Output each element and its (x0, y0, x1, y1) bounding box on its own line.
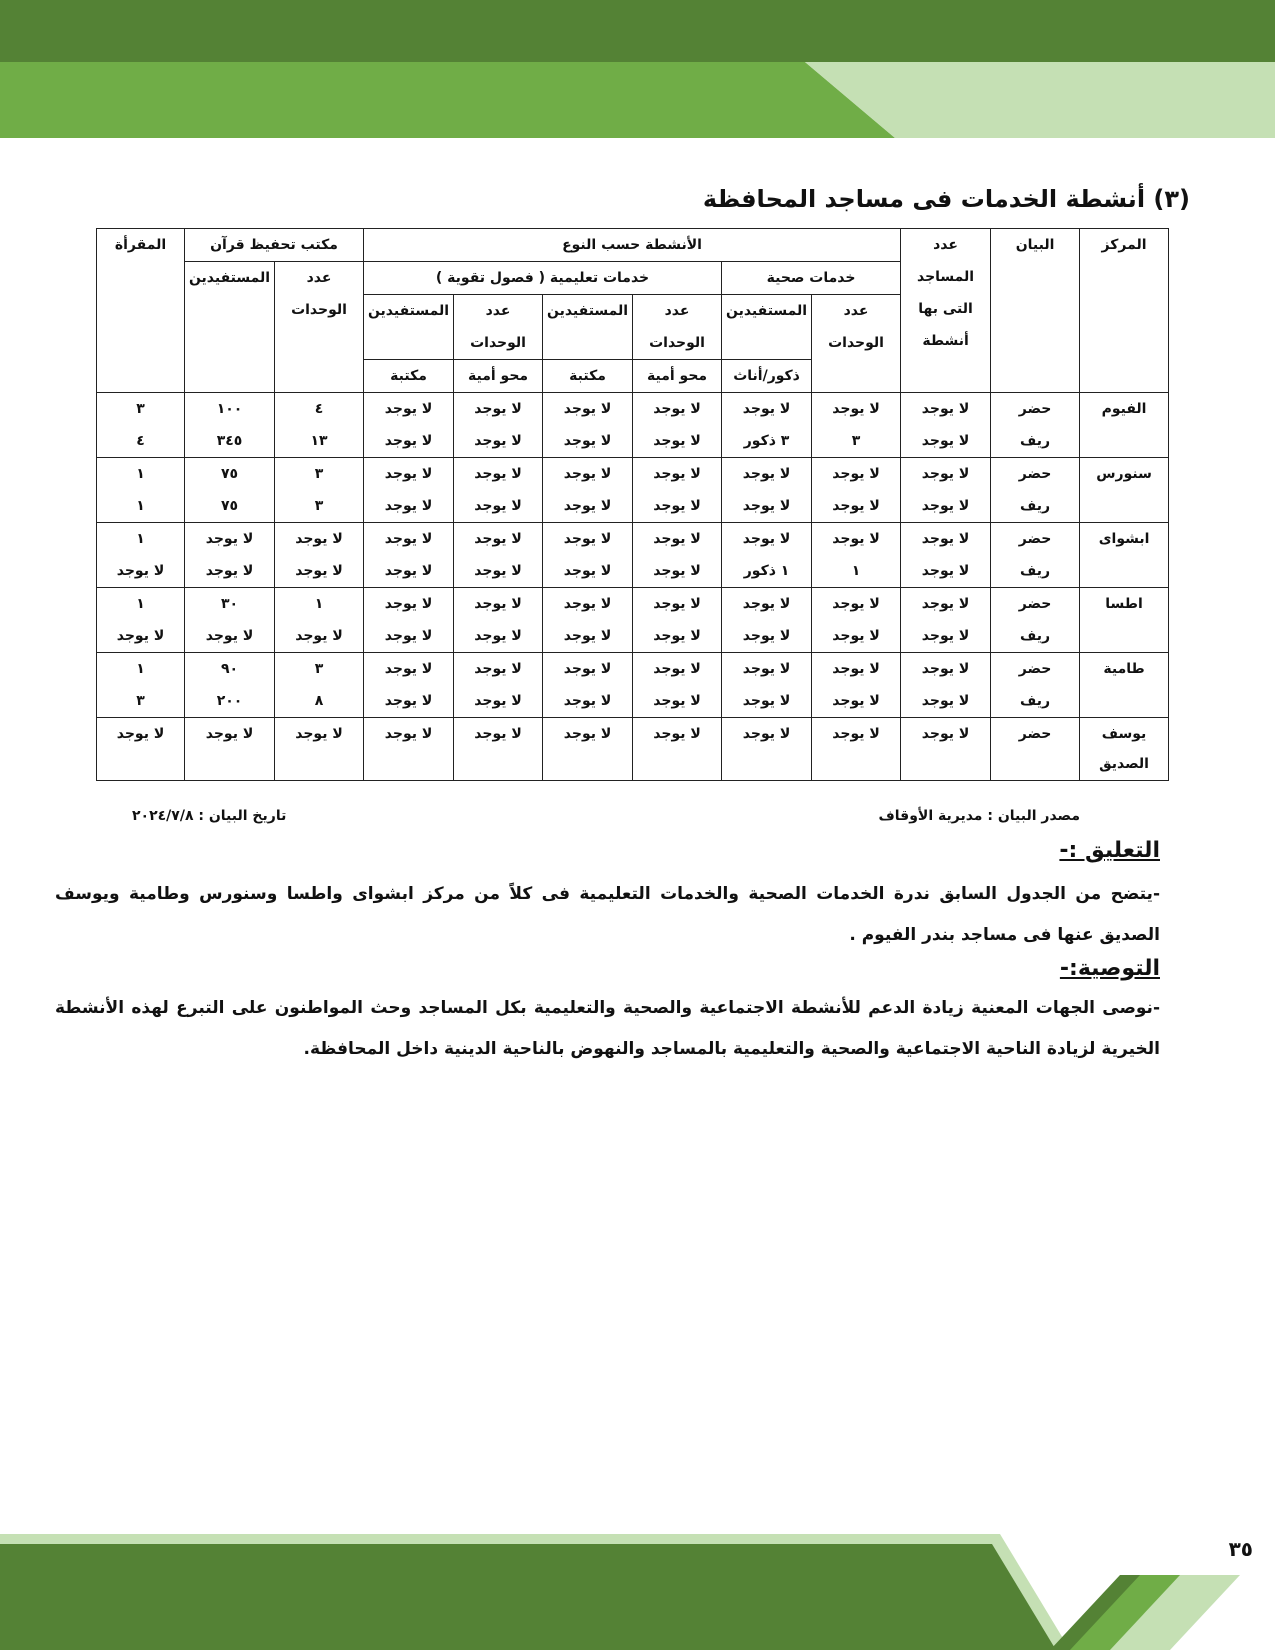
recommendation-text: -نوصى الجهات المعنية زيادة الدعم للأنشطة الاجتماعية والصحية والتعليمية بكل المساجد وحث المواطنون على التبرع لهذه الأنشطة الخيرية لزيادة الناحية الاجتماعية والصحية والتعليمية بالمساجد والنهوض بالناحية الدينية داخل المحافظة. (55, 998, 1160, 1059)
header-mosques-line: أنشطة (922, 333, 969, 349)
cell-edu-units-b (454, 653, 543, 718)
cell-quran-beneficiaries (185, 523, 275, 588)
cell-value: لا يوجد (474, 498, 522, 514)
cell-edu-beneficiaries-b (364, 523, 454, 588)
cell-maqraa (97, 718, 185, 781)
cell-value: لا يوجد (653, 498, 701, 514)
cell-value: لا يوجد (921, 726, 970, 742)
cell-value: ٩٠ (220, 661, 239, 677)
cell-value: ٢٠٠ (216, 693, 243, 709)
cell-value: لا يوجد (653, 726, 701, 742)
cell-value: لا يوجد (563, 693, 612, 709)
cell-edu-units-b (454, 718, 543, 781)
cell-value: حضر (1018, 466, 1052, 482)
header-center: المركز (1080, 229, 1169, 393)
cell-type (991, 393, 1080, 458)
cell-value: لا يوجد (653, 433, 701, 449)
cell-value: ٣٠ (220, 596, 239, 612)
cell-value: لا يوجد (563, 661, 612, 677)
cell-value: لا يوجد (653, 628, 701, 644)
cell-edu-units (633, 523, 722, 588)
cell-health-units (812, 523, 901, 588)
cell-value: لا يوجد (832, 596, 880, 612)
cell-value: ريف (1020, 498, 1051, 514)
cell-value: ٣ (314, 498, 324, 514)
cell-quran-units (275, 523, 364, 588)
header-units-line: الوحدات (291, 302, 347, 318)
mosque-services-table (96, 228, 1169, 781)
cell-value: لا يوجد (563, 498, 612, 514)
cell-type (991, 458, 1080, 523)
cell-quran-units (275, 588, 364, 653)
cell-value: لا يوجد (742, 628, 791, 644)
footer-banner (0, 1500, 1275, 1650)
header-library-b: مكتبة (364, 360, 454, 393)
cell-edu-beneficiaries (543, 393, 633, 458)
cell-edu-units-b (454, 588, 543, 653)
cell-value: لا يوجد (295, 628, 343, 644)
cell-value: لا يوجد (921, 661, 970, 677)
cell-type (991, 523, 1080, 588)
cell-value: لا يوجد (563, 563, 612, 579)
cell-value: ١ (136, 531, 145, 547)
comment-heading: التعليق :- (1059, 838, 1160, 863)
header-mosques-count (901, 229, 991, 393)
cell-value: لا يوجد (921, 401, 970, 417)
cell-value: لا يوجد (832, 498, 880, 514)
cell-edu-units-b (454, 393, 543, 458)
header-edu-beneficiaries: المستفيدين (543, 295, 633, 360)
header-units-line: الوحدات (649, 335, 705, 351)
cell-value: لا يوجد (295, 563, 343, 579)
cell-edu-beneficiaries (543, 718, 633, 781)
cell-value: ٨ (314, 693, 324, 709)
cell-value: ٤ (136, 433, 145, 449)
cell-value: لا يوجد (832, 531, 880, 547)
cell-value: لا يوجد (474, 693, 522, 709)
cell-value: لا يوجد (921, 498, 970, 514)
cell-value: لا يوجد (474, 563, 522, 579)
cell-value: لا يوجد (563, 726, 612, 742)
cell-type (991, 653, 1080, 718)
cell-mosques (901, 393, 991, 458)
cell-center: سنورس (1080, 458, 1169, 523)
header-health-beneficiaries: المستفيدين (722, 295, 812, 360)
table-row (97, 458, 1169, 523)
cell-value: لا يوجد (653, 661, 701, 677)
cell-value: لا يوجد (116, 563, 165, 579)
page-number: ٣٥ (1228, 1537, 1253, 1561)
header-mosques-line: عدد (933, 237, 958, 253)
cell-edu-beneficiaries (543, 523, 633, 588)
cell-value: لا يوجد (205, 563, 254, 579)
cell-quran-units (275, 653, 364, 718)
cell-value: لا يوجد (563, 401, 612, 417)
cell-value: ١ (136, 661, 145, 677)
cell-value: لا يوجد (653, 596, 701, 612)
cell-value: لا يوجد (742, 726, 791, 742)
cell-health-units (812, 458, 901, 523)
page-title: (٣) أنشطة الخدمات فى مساجد المحافظة (702, 185, 1190, 213)
cell-quran-beneficiaries (185, 588, 275, 653)
cell-value: لا يوجد (921, 563, 970, 579)
header-mosques-line: المساجد (916, 269, 975, 285)
cell-edu-beneficiaries (543, 458, 633, 523)
header-units-line: عدد (485, 303, 511, 319)
cell-value: لا يوجد (116, 726, 165, 742)
header-quran-units (275, 262, 364, 393)
header-units-line: عدد (664, 303, 690, 319)
cell-value: ٣ (136, 401, 145, 417)
cell-value: ١ (851, 563, 861, 579)
cell-edu-units (633, 393, 722, 458)
header-library: مكتبة (543, 360, 633, 393)
cell-value: لا يوجد (474, 726, 522, 742)
header-edu-units (633, 295, 722, 360)
cell-value: لا يوجد (563, 531, 612, 547)
cell-value: لا يوجد (921, 433, 970, 449)
footer-band-dark (0, 1544, 1056, 1650)
cell-value: لا يوجد (384, 466, 433, 482)
cell-quran-units (275, 458, 364, 523)
comment-text: -يتضح من الجدول السابق ندرة الخدمات الصحية والخدمات التعليمية فى كلاً من مركز ابشواى واطسا وسنورس وطامية ويوسف الصديق عنها فى مساجد بندر الفيوم . (55, 884, 1160, 945)
cell-edu-beneficiaries-b (364, 588, 454, 653)
cell-value: لا يوجد (742, 596, 791, 612)
cell-health-beneficiaries (722, 458, 812, 523)
cell-edu-units (633, 588, 722, 653)
header-quran-office: مكتب تحفيظ قرآن (185, 229, 364, 262)
cell-maqraa (97, 458, 185, 523)
cell-value: ٣ (851, 433, 861, 449)
cell-quran-beneficiaries (185, 393, 275, 458)
cell-value: حضر (1018, 661, 1052, 677)
cell-quran-units (275, 393, 364, 458)
cell-value: لا يوجد (563, 466, 612, 482)
cell-value: لا يوجد (742, 401, 791, 417)
cell-value: لا يوجد (921, 531, 970, 547)
cell-edu-beneficiaries (543, 653, 633, 718)
cell-value: ١٣ (310, 433, 328, 449)
cell-value: لا يوجد (832, 401, 880, 417)
cell-value: ١ (314, 596, 324, 612)
cell-value: ٣ (314, 661, 324, 677)
cell-value: لا يوجد (832, 693, 880, 709)
cell-value: لا يوجد (921, 693, 970, 709)
cell-mosques (901, 458, 991, 523)
header-education-services: خدمات تعليمية ( فصول تقوية ) (364, 262, 722, 295)
cell-edu-beneficiaries-b (364, 393, 454, 458)
cell-value: ٧٥ (220, 466, 239, 482)
cell-value: لا يوجد (563, 628, 612, 644)
cell-value: لا يوجد (384, 531, 433, 547)
cell-value: ريف (1020, 433, 1051, 449)
cell-value: لا يوجد (116, 628, 165, 644)
cell-value: لا يوجد (474, 466, 522, 482)
cell-value: لا يوجد (653, 401, 701, 417)
source-note: مصدر البيان : مديرية الأوقاف (878, 808, 1080, 824)
cell-mosques (901, 718, 991, 781)
cell-value: لا يوجد (384, 628, 433, 644)
cell-value: لا يوجد (742, 466, 791, 482)
cell-value: لا يوجد (653, 466, 701, 482)
cell-center: طامية (1080, 653, 1169, 718)
cell-health-units (812, 393, 901, 458)
cell-value: ١ (136, 498, 145, 514)
cell-health-units (812, 653, 901, 718)
cell-value: ريف (1020, 693, 1051, 709)
header-literacy-b: محو أمية (454, 360, 543, 393)
header-activities-by-type: الأنشطة حسب النوع (364, 229, 901, 262)
cell-value: لا يوجد (384, 498, 433, 514)
cell-value: لا يوجد (921, 466, 970, 482)
cell-value: لا يوجد (384, 401, 433, 417)
cell-value: لا يوجد (205, 531, 254, 547)
header-units-line: عدد (306, 270, 332, 286)
header-statement: البيان (991, 229, 1080, 393)
header-edu-units-b (454, 295, 543, 360)
cell-value: ريف (1020, 563, 1051, 579)
cell-value: ريف (1020, 628, 1051, 644)
cell-maqraa (97, 588, 185, 653)
header-units-line: الوحدات (828, 335, 884, 351)
cell-health-units (812, 718, 901, 781)
cell-value: لا يوجد (563, 596, 612, 612)
header-units-line: عدد (843, 303, 869, 319)
cell-value: لا يوجد (921, 628, 970, 644)
header-edu-beneficiaries-b: المستفيدين (364, 295, 454, 360)
cell-mosques (901, 588, 991, 653)
header-band-mid (0, 62, 895, 138)
cell-value: لا يوجد (384, 563, 433, 579)
cell-type (991, 718, 1080, 781)
date-note: تاريخ البيان : ٢٠٢٤/٧/٨ (132, 808, 287, 824)
header-literacy: محو أمية (633, 360, 722, 393)
table-row (97, 718, 1169, 781)
cell-edu-units (633, 653, 722, 718)
cell-value: لا يوجد (295, 531, 343, 547)
cell-edu-units (633, 458, 722, 523)
cell-value: لا يوجد (832, 628, 880, 644)
cell-value: ٣ (136, 693, 145, 709)
cell-quran-beneficiaries (185, 458, 275, 523)
cell-value: لا يوجد (384, 661, 433, 677)
header-gender: ذكور/أناث (722, 360, 812, 393)
cell-edu-beneficiaries (543, 588, 633, 653)
cell-value: ٣ (314, 466, 324, 482)
cell-value: لا يوجد (742, 498, 791, 514)
cell-maqraa (97, 523, 185, 588)
cell-maqraa (97, 393, 185, 458)
cell-value: ٣٤٥ (216, 433, 243, 449)
cell-edu-units-b (454, 523, 543, 588)
cell-center: الفيوم (1080, 393, 1169, 458)
cell-edu-beneficiaries-b (364, 653, 454, 718)
cell-health-beneficiaries (722, 523, 812, 588)
cell-value: لا يوجد (921, 596, 970, 612)
header-banner (0, 0, 1275, 140)
cell-center: اطسا (1080, 588, 1169, 653)
cell-value: لا يوجد (742, 531, 791, 547)
header-health-units (812, 295, 901, 393)
cell-health-beneficiaries (722, 393, 812, 458)
cell-value: لا يوجد (742, 693, 791, 709)
cell-value: لا يوجد (474, 596, 522, 612)
cell-edu-units (633, 718, 722, 781)
cell-value: لا يوجد (384, 726, 433, 742)
cell-value: حضر (1018, 596, 1052, 612)
table-row (97, 588, 1169, 653)
cell-type (991, 588, 1080, 653)
cell-value: لا يوجد (384, 693, 433, 709)
cell-value: لا يوجد (832, 661, 880, 677)
cell-health-beneficiaries (722, 588, 812, 653)
cell-value: لا يوجد (653, 563, 701, 579)
cell-value: لا يوجد (563, 433, 612, 449)
cell-value: لا يوجد (742, 661, 791, 677)
cell-value: لا يوجد (474, 401, 522, 417)
cell-value: حضر (1018, 401, 1052, 417)
cell-mosques (901, 523, 991, 588)
cell-value: ١ ذكور (743, 563, 790, 579)
cell-health-units (812, 588, 901, 653)
header-band-dark (0, 0, 1275, 62)
cell-value: لا يوجد (832, 726, 880, 742)
cell-value: لا يوجد (205, 628, 254, 644)
cell-value: ٣ ذكور (743, 433, 790, 449)
cell-value: حضر (1018, 726, 1052, 742)
cell-value: ٤ (314, 401, 324, 417)
cell-value: لا يوجد (474, 628, 522, 644)
table-row (97, 653, 1169, 718)
cell-maqraa (97, 653, 185, 718)
header-quran-beneficiaries: المستفيدين (185, 262, 275, 393)
cell-mosques (901, 653, 991, 718)
table-body (97, 393, 1169, 781)
cell-edu-beneficiaries-b (364, 458, 454, 523)
header-units-line: الوحدات (470, 335, 526, 351)
cell-value: لا يوجد (653, 531, 701, 547)
cell-center: ابشواى (1080, 523, 1169, 588)
cell-value: لا يوجد (653, 693, 701, 709)
cell-value: لا يوجد (384, 596, 433, 612)
cell-center: يوسف الصديق (1080, 718, 1169, 781)
cell-value: ١ (136, 596, 145, 612)
cell-value: لا يوجد (474, 531, 522, 547)
cell-quran-units (275, 718, 364, 781)
cell-health-beneficiaries (722, 718, 812, 781)
cell-value: ١ (136, 466, 145, 482)
cell-edu-units-b (454, 458, 543, 523)
cell-quran-beneficiaries (185, 718, 275, 781)
cell-value: ٧٥ (220, 498, 239, 514)
cell-value: لا يوجد (205, 726, 254, 742)
cell-value: حضر (1018, 531, 1052, 547)
cell-value: لا يوجد (384, 433, 433, 449)
header-health-services: خدمات صحية (722, 262, 901, 295)
table-row (97, 523, 1169, 588)
cell-value: لا يوجد (474, 433, 522, 449)
header-mosques-line: التى بها (918, 301, 973, 317)
header-maqraa: المقرأة (97, 229, 185, 393)
recommendation-heading: التوصية:- (1059, 956, 1160, 981)
cell-health-beneficiaries (722, 653, 812, 718)
cell-value: لا يوجد (474, 661, 522, 677)
cell-quran-beneficiaries (185, 653, 275, 718)
cell-value: لا يوجد (832, 466, 880, 482)
cell-value: لا يوجد (295, 726, 343, 742)
cell-edu-beneficiaries-b (364, 718, 454, 781)
table-row (97, 393, 1169, 458)
cell-value: ١٠٠ (216, 401, 243, 417)
